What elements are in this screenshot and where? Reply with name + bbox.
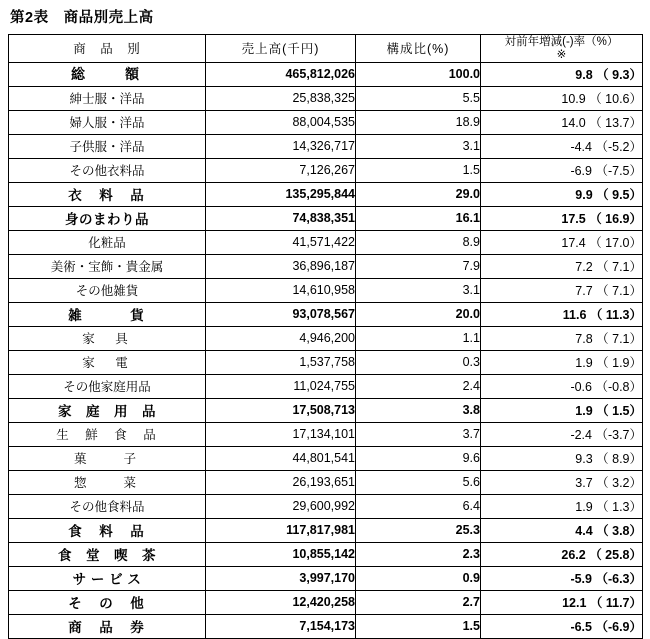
yoy-value: 1.9 （ 1.5） xyxy=(575,404,642,419)
cell-sales-amount: 44,801,541 xyxy=(206,446,356,470)
yoy-value: 9.8 （ 9.3） xyxy=(575,68,642,83)
table-row xyxy=(9,566,643,590)
cell-sales-amount: 74,838,351 xyxy=(206,206,356,230)
cell-composition-ratio: 16.1 xyxy=(356,206,481,230)
cell-composition-ratio: 9.6 xyxy=(356,446,481,470)
cell-yoy-change xyxy=(481,206,643,230)
yoy-value: 7.2 （ 7.1） xyxy=(575,260,642,275)
yoy-value: 1.9 （ 1.9） xyxy=(575,356,642,371)
table-row xyxy=(9,182,643,206)
table-header-row xyxy=(9,35,643,63)
yoy-value: 4.4 （ 3.8） xyxy=(575,524,642,539)
table-row xyxy=(9,494,643,518)
cell-product-name: 惣 菜 xyxy=(9,470,206,494)
cell-composition-ratio: 2.3 xyxy=(356,542,481,566)
cell-product-name: 家 電 xyxy=(9,350,206,374)
cell-product-name: そ の 他 xyxy=(9,590,206,614)
cell-product-name: 食 料 品 xyxy=(9,518,206,542)
table-row xyxy=(9,110,643,134)
table-row xyxy=(9,374,643,398)
cell-sales-amount: 26,193,651 xyxy=(206,470,356,494)
cell-composition-ratio: 8.9 xyxy=(356,230,481,254)
cell-yoy-change xyxy=(481,278,643,302)
cell-sales-amount: 7,126,267 xyxy=(206,158,356,182)
table-row xyxy=(9,398,643,422)
cell-composition-ratio: 1.5 xyxy=(356,614,481,638)
cell-product-name: 衣 料 品 xyxy=(9,182,206,206)
yoy-value: -4.4 （-5.2） xyxy=(570,140,642,155)
cell-sales-amount: 88,004,535 xyxy=(206,110,356,134)
cell-composition-ratio: 1.5 xyxy=(356,158,481,182)
table-row xyxy=(9,254,643,278)
cell-composition-ratio: 3.7 xyxy=(356,422,481,446)
table-row xyxy=(9,614,643,638)
table-row xyxy=(9,134,643,158)
cell-composition-ratio: 5.6 xyxy=(356,470,481,494)
cell-yoy-change xyxy=(481,590,643,614)
yoy-value: 3.7 （ 3.2） xyxy=(575,476,642,491)
cell-product-name: 商 品 券 xyxy=(9,614,206,638)
cell-yoy-change xyxy=(481,470,643,494)
cell-product-name: 美術・宝飾・貴金属 xyxy=(9,254,206,278)
yoy-value: -0.6 （-0.8） xyxy=(570,380,642,395)
cell-sales-amount: 14,610,958 xyxy=(206,278,356,302)
cell-yoy-change xyxy=(481,566,643,590)
cell-composition-ratio: 18.9 xyxy=(356,110,481,134)
cell-sales-amount: 93,078,567 xyxy=(206,302,356,326)
table-row xyxy=(9,542,643,566)
yoy-value: 12.1 （ 11.7） xyxy=(562,596,642,611)
cell-sales-amount: 117,817,981 xyxy=(206,518,356,542)
cell-sales-amount: 17,508,713 xyxy=(206,398,356,422)
cell-product-name: その他家庭用品 xyxy=(9,374,206,398)
cell-sales-amount: 135,295,844 xyxy=(206,182,356,206)
cell-yoy-change xyxy=(481,158,643,182)
cell-sales-amount: 14,326,717 xyxy=(206,134,356,158)
table-row xyxy=(9,230,643,254)
yoy-value: 14.0 （ 13.7） xyxy=(561,116,642,131)
cell-sales-amount: 7,154,173 xyxy=(206,614,356,638)
cell-yoy-change xyxy=(481,302,643,326)
table-row xyxy=(9,518,643,542)
cell-product-name: 身のまわり品 xyxy=(9,206,206,230)
cell-product-name: 雑 貨 xyxy=(9,302,206,326)
table-header xyxy=(9,35,643,63)
cell-composition-ratio: 20.0 xyxy=(356,302,481,326)
cell-product-name: サ ー ビ ス xyxy=(9,566,206,590)
cell-yoy-change xyxy=(481,494,643,518)
yoy-value: -6.9 （-7.5） xyxy=(570,164,642,179)
cell-yoy-change xyxy=(481,110,643,134)
cell-yoy-change xyxy=(481,254,643,278)
column-header-share: 構成比(%) xyxy=(356,35,481,63)
cell-yoy-change xyxy=(481,614,643,638)
cell-sales-amount: 4,946,200 xyxy=(206,326,356,350)
cell-composition-ratio: 2.4 xyxy=(356,374,481,398)
cell-composition-ratio: 6.4 xyxy=(356,494,481,518)
cell-product-name: 家 庭 用 品 xyxy=(9,398,206,422)
cell-composition-ratio: 25.3 xyxy=(356,518,481,542)
yoy-value: 7.7 （ 7.1） xyxy=(575,284,642,299)
cell-sales-amount: 41,571,422 xyxy=(206,230,356,254)
yoy-value: 7.8 （ 7.1） xyxy=(575,332,642,347)
table-row xyxy=(9,350,643,374)
cell-sales-amount: 3,997,170 xyxy=(206,566,356,590)
cell-product-name: その他雑貨 xyxy=(9,278,206,302)
yoy-value: -2.4 （-3.7） xyxy=(570,428,642,443)
cell-composition-ratio: 1.1 xyxy=(356,326,481,350)
table-row xyxy=(9,158,643,182)
cell-yoy-change xyxy=(481,422,643,446)
cell-yoy-change xyxy=(481,350,643,374)
cell-composition-ratio: 3.1 xyxy=(356,134,481,158)
cell-yoy-change xyxy=(481,62,643,86)
table-row xyxy=(9,206,643,230)
table-row xyxy=(9,302,643,326)
table-row xyxy=(9,62,643,86)
column-header-yoy-line2: ※ xyxy=(556,48,567,61)
cell-yoy-change xyxy=(481,86,643,110)
cell-composition-ratio: 7.9 xyxy=(356,254,481,278)
cell-yoy-change xyxy=(481,542,643,566)
table-row xyxy=(9,86,643,110)
table-row xyxy=(9,422,643,446)
cell-sales-amount: 465,812,026 xyxy=(206,62,356,86)
table-row xyxy=(9,590,643,614)
cell-composition-ratio: 0.9 xyxy=(356,566,481,590)
table-row xyxy=(9,278,643,302)
cell-sales-amount: 17,134,101 xyxy=(206,422,356,446)
cell-composition-ratio: 3.1 xyxy=(356,278,481,302)
cell-product-name: その他衣料品 xyxy=(9,158,206,182)
yoy-value: 11.6 （ 11.3） xyxy=(562,308,642,323)
yoy-value: 1.9 （ 1.3） xyxy=(575,500,642,515)
cell-product-name: 子供服・洋品 xyxy=(9,134,206,158)
cell-sales-amount: 1,537,758 xyxy=(206,350,356,374)
sales-by-product-table xyxy=(8,34,643,639)
yoy-value: 9.9 （ 9.5） xyxy=(575,188,642,203)
cell-composition-ratio: 5.5 xyxy=(356,86,481,110)
yoy-value: 26.2 （ 25.8） xyxy=(561,548,642,563)
cell-product-name: その他食料品 xyxy=(9,494,206,518)
cell-product-name: 家 具 xyxy=(9,326,206,350)
cell-yoy-change xyxy=(481,230,643,254)
column-header-product: 商 品 別 xyxy=(9,35,206,63)
cell-product-name: 食 堂 喫 茶 xyxy=(9,542,206,566)
column-header-amount: 売上高(千円) xyxy=(206,35,356,63)
table-body xyxy=(9,62,643,638)
cell-composition-ratio: 2.7 xyxy=(356,590,481,614)
cell-sales-amount: 29,600,992 xyxy=(206,494,356,518)
cell-product-name: 総 額 xyxy=(9,62,206,86)
cell-product-name: 紳士服・洋品 xyxy=(9,86,206,110)
cell-sales-amount: 11,024,755 xyxy=(206,374,356,398)
cell-sales-amount: 36,896,187 xyxy=(206,254,356,278)
cell-composition-ratio: 3.8 xyxy=(356,398,481,422)
yoy-value: -5.9 （-6.3） xyxy=(570,572,642,587)
column-header-yoy xyxy=(481,35,643,63)
cell-product-name: 婦人服・洋品 xyxy=(9,110,206,134)
yoy-value: 9.3 （ 8.9） xyxy=(575,452,642,467)
cell-composition-ratio: 100.0 xyxy=(356,62,481,86)
yoy-value: 10.9 （ 10.6） xyxy=(561,92,642,107)
table-row xyxy=(9,470,643,494)
cell-sales-amount: 25,838,325 xyxy=(206,86,356,110)
cell-product-name: 化粧品 xyxy=(9,230,206,254)
cell-sales-amount: 10,855,142 xyxy=(206,542,356,566)
yoy-value: 17.5 （ 16.9） xyxy=(561,212,642,227)
cell-product-name: 生 鮮 食 品 xyxy=(9,422,206,446)
column-header-yoy-line1: 対前年増減(-)率（%） xyxy=(504,36,619,48)
cell-yoy-change xyxy=(481,326,643,350)
cell-composition-ratio: 29.0 xyxy=(356,182,481,206)
cell-yoy-change xyxy=(481,182,643,206)
cell-yoy-change xyxy=(481,446,643,470)
cell-yoy-change xyxy=(481,374,643,398)
page-title: 第2表 商品別売上高 xyxy=(10,10,154,26)
cell-yoy-change xyxy=(481,518,643,542)
table-row xyxy=(9,446,643,470)
cell-product-name: 菓 子 xyxy=(9,446,206,470)
yoy-value: 17.4 （ 17.0） xyxy=(561,236,642,251)
table-row xyxy=(9,326,643,350)
cell-composition-ratio: 0.3 xyxy=(356,350,481,374)
cell-sales-amount: 12,420,258 xyxy=(206,590,356,614)
yoy-value: -6.5 （-6.9） xyxy=(570,620,642,635)
cell-yoy-change xyxy=(481,398,643,422)
cell-yoy-change xyxy=(481,134,643,158)
